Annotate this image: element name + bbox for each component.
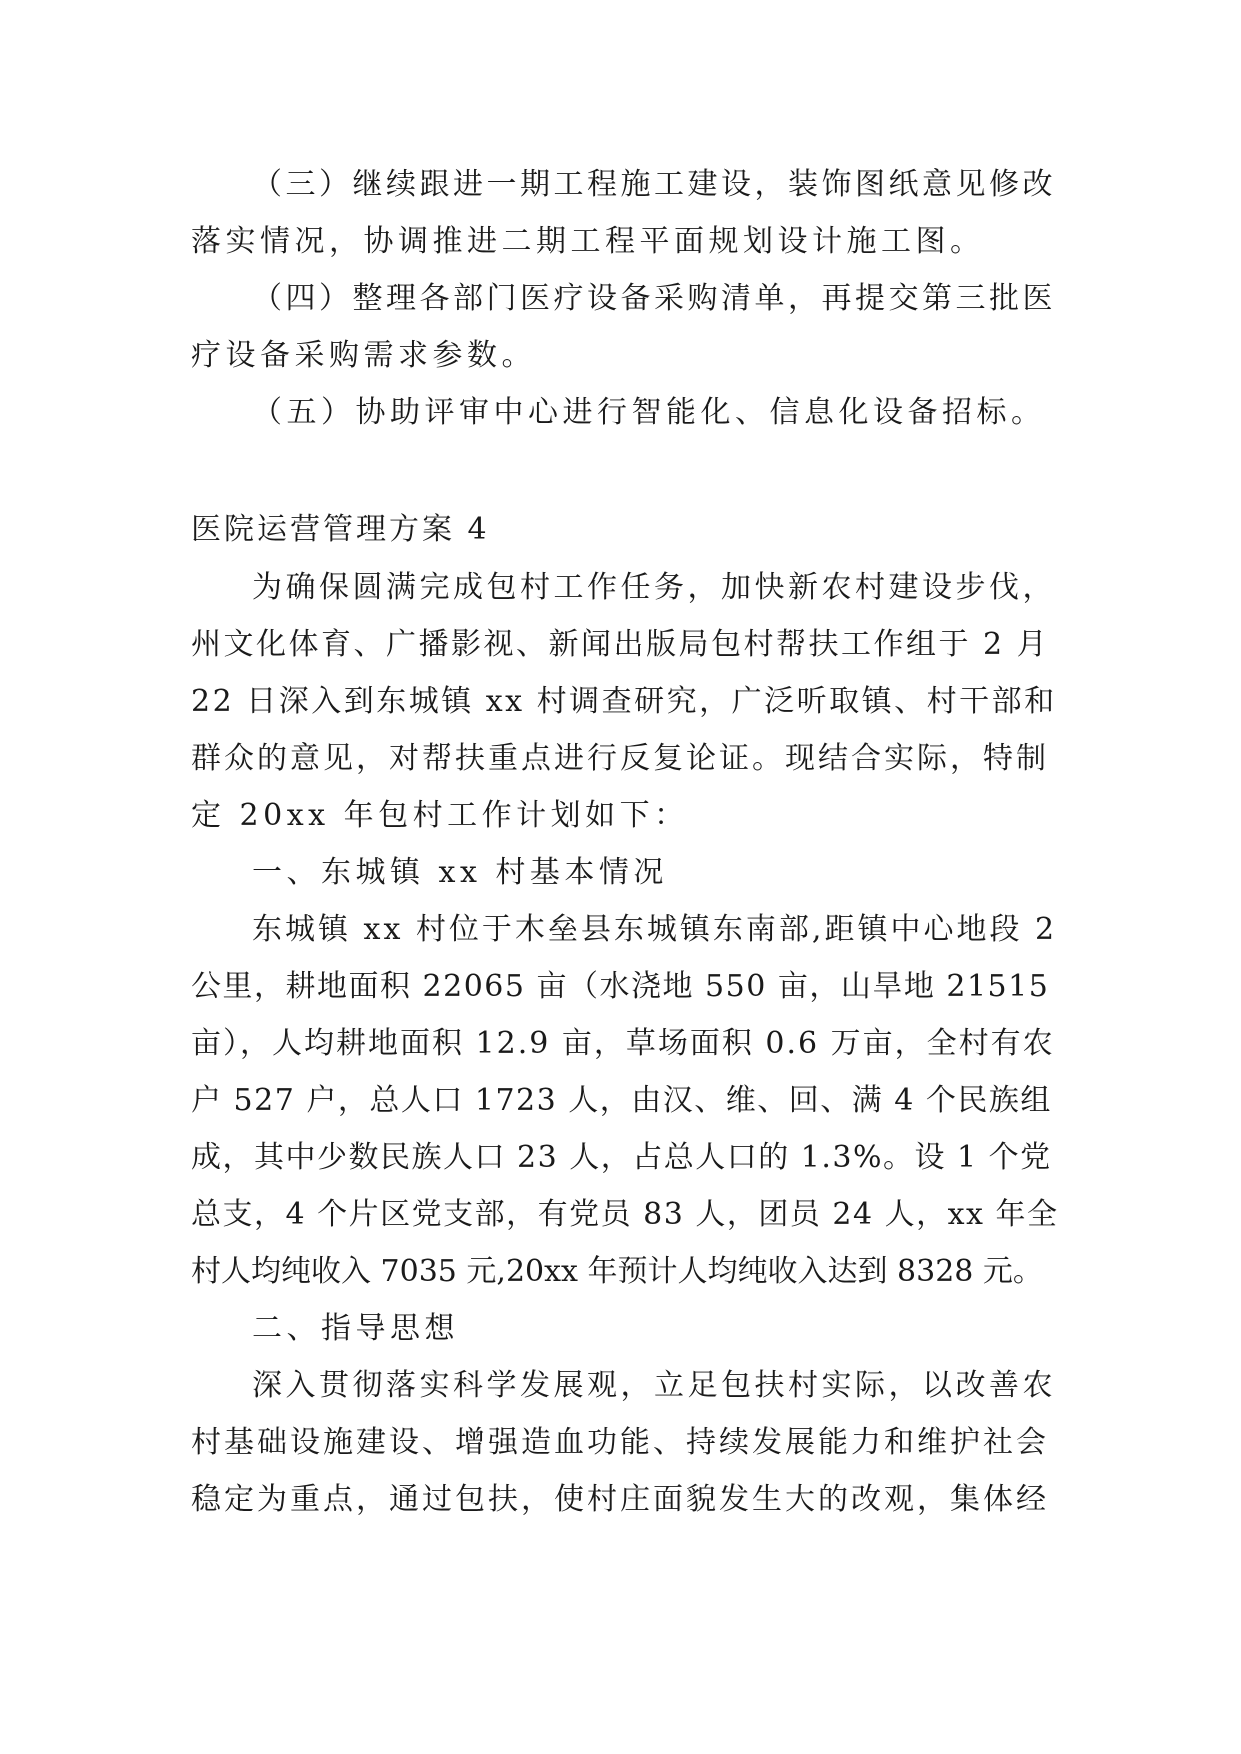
paragraph-line: 22 日深入到东城镇 xx 村调查研究，广泛听取镇、村干部和 <box>191 684 1057 719</box>
paragraph-line: 落实情况，协调推进二期工程平面规划设计施工图。 <box>191 224 985 259</box>
paragraph-line: 群众的意见，对帮扶重点进行反复论证。现结合实际，特制 <box>191 741 1049 776</box>
paragraph-line: 深入贯彻落实科学发展观，立足包扶村实际，以改善农 <box>252 1368 1056 1403</box>
paragraph-line: 州文化体育、广播影视、新闻出版局包村帮扶工作组于 2 月 <box>191 627 1050 662</box>
paragraph-line: 公里，耕地面积 22065 亩（水浇地 550 亩，山旱地 21515 <box>191 969 1050 1004</box>
paragraph-line: 总支，4 个片区党支部，有党员 83 人，团员 24 人，xx 年全 <box>191 1197 1059 1232</box>
paragraph-line: 户 527 户，总人口 1723 人，由汉、维、回、满 4 个民族组 <box>191 1083 1052 1118</box>
paragraph-line: 东城镇 xx 村位于木垒县东城镇东南部,距镇中心地段 2 <box>252 912 1058 947</box>
paragraph-line: 村基础设施建设、增强造血功能、持续发展能力和维护社会 <box>191 1425 1049 1460</box>
paragraph-line: 为确保圆满完成包村工作任务，加快新农村建设步伐， <box>252 570 1056 605</box>
paragraph-line: （四）整理各部门医疗设备采购清单，再提交第三批医 <box>252 281 1056 316</box>
paragraph-line: （五）协助评审中心进行智能化、信息化设备招标。 <box>252 395 1046 430</box>
paragraph-line: 定 20xx 年包村工作计划如下： <box>191 798 689 833</box>
subsection-heading: 一、东城镇 xx 村基本情况 <box>252 855 668 890</box>
paragraph-line: 疗设备采购需求参数。 <box>191 338 536 373</box>
paragraph-line: 亩），人均耕地面积 12.9 亩，草场面积 0.6 万亩，全村有农 <box>191 1026 1055 1061</box>
subsection-heading: 二、指导思想 <box>252 1311 459 1346</box>
paragraph-line: 稳定为重点，通过包扶，使村庄面貌发生大的改观，集体经 <box>191 1482 1049 1517</box>
paragraph-line: （三）继续跟进一期工程施工建设，装饰图纸意见修改 <box>252 167 1056 202</box>
section-heading: 医院运营管理方案 4 <box>191 512 490 547</box>
paragraph-line: 村人均纯收入 7035 元,20xx 年预计人均纯收入达到 8328 元。 <box>191 1254 1043 1289</box>
paragraph-line: 成，其中少数民族人口 23 人，占总人口的 1.3%。设 1 个党 <box>191 1140 1052 1175</box>
